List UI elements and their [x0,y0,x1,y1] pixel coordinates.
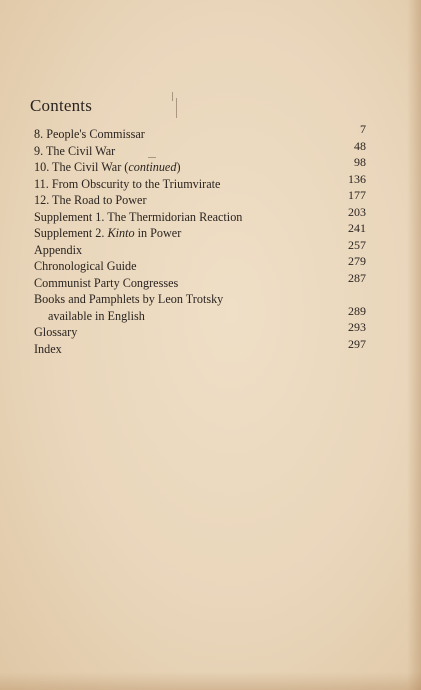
toc-entry-title [34,341,374,358]
page-bottom-shadow [0,672,421,690]
toc-entry-page-number: 289 [348,304,366,318]
toc-entry [34,291,374,324]
toc-entry-title-text: Appendix [34,242,83,257]
print-mark [176,98,177,118]
toc-entry [34,237,374,259]
toc-entry-title-text: Books and Pamphlets by Leon Trotsky [34,292,224,306]
toc-entry-page-number: 279 [348,254,366,268]
toc-entry-title-continuation: available in English [48,308,145,323]
toc-entry [34,320,374,341]
toc-entry [34,270,374,292]
toc-entry-title [34,225,374,242]
toc-entry-title-text: 8. People's Commissar [34,127,145,141]
toc-entry-page-number: 241 [348,221,366,235]
toc-entry [34,254,374,275]
toc-entry [34,336,374,358]
toc-entry-title-text: 11. From Obscurity to the Triumvirate [34,176,221,191]
toc-entry-page-number: 293 [348,320,366,334]
toc-entry-title-text: Supplement 1. The Thermidorian Reaction [34,209,243,224]
toc-entry [34,155,374,176]
toc-entry-title-text: Index [34,341,62,356]
toc-entry-page-number: 98 [354,155,366,169]
contents-heading: Contents [30,96,93,115]
table-of-contents [34,122,374,357]
toc-entry [34,138,374,160]
toc-entry-title [34,126,374,143]
toc-entry [34,188,374,209]
toc-entry-page-number: 177 [348,188,366,202]
toc-entry-page-number: 203 [348,204,366,219]
toc-entry-title [34,275,374,292]
toc-entry-page-number: 287 [348,270,366,285]
toc-entry-title [34,209,374,226]
toc-entry-title [34,258,374,275]
toc-entry-page-number: 48 [354,138,366,153]
toc-entry-title [34,143,374,160]
toc-entry [34,122,374,143]
toc-entry-title [34,159,374,176]
toc-entry-title-text: 12. The Road to Power [34,193,147,207]
page-edge-shadow [407,0,421,690]
toc-entry-page-number: 257 [348,237,366,252]
toc-entry [34,221,374,242]
toc-entry-page-number: 7 [360,122,366,136]
toc-entry-title-text: Chronological Guide [34,259,137,273]
toc-entry-title [34,242,374,259]
toc-entry [34,171,374,193]
toc-entry-title [34,192,374,209]
toc-entry-title [34,324,374,341]
toc-entry-title-text: Communist Party Congresses [34,275,179,290]
toc-entry-page-number: 297 [348,336,366,351]
toc-entry-title [34,176,374,193]
toc-entry-title-text: Supplement 2. Kinto in Power [34,226,182,240]
print-mark [172,92,173,101]
toc-entry-title-text: 9. The Civil War [34,143,116,158]
toc-entry-title [34,291,374,324]
toc-entry-title-text: Glossary [34,325,78,339]
toc-entry-page-number: 136 [348,171,366,186]
toc-entry-title-text: 10. The Civil War (continued) [34,160,181,174]
toc-entry [34,204,374,226]
